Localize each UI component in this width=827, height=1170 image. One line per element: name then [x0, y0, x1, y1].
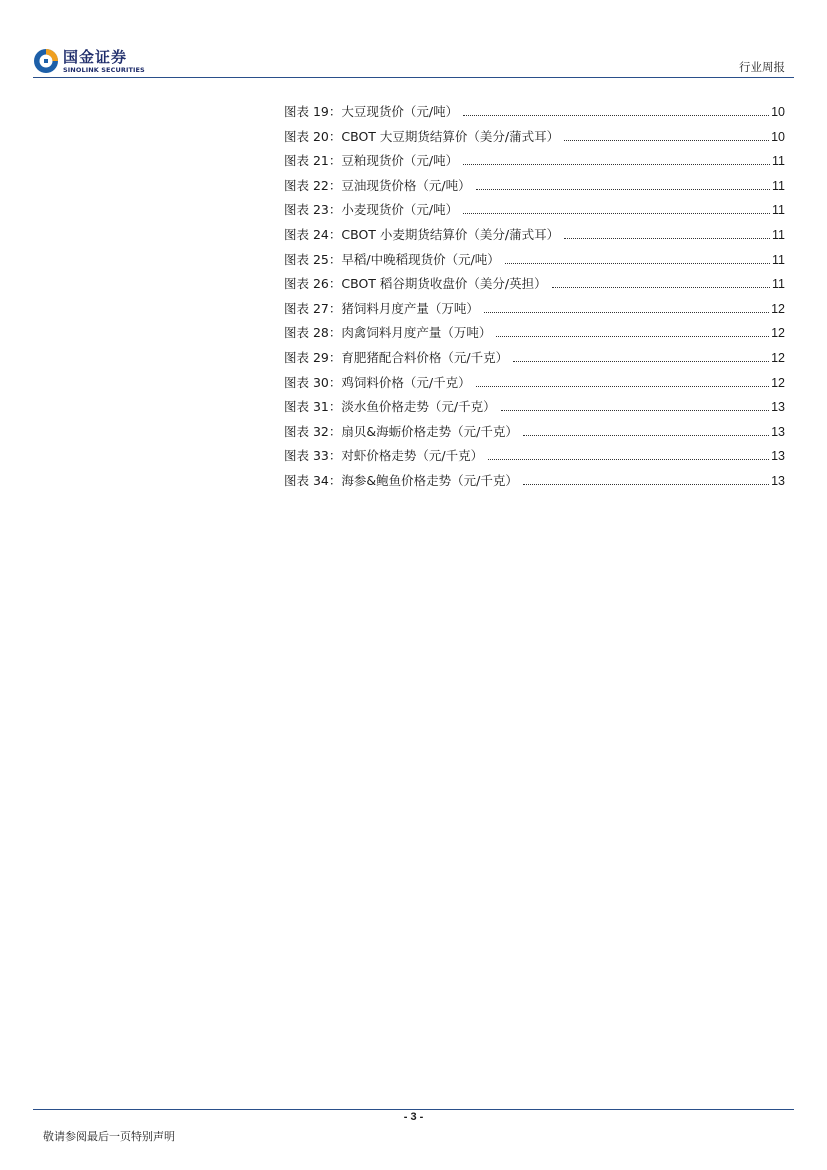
toc-leader-dots: [513, 360, 769, 362]
toc-entry-page: 13: [771, 424, 785, 439]
toc-entry-label: 图表 30：鸡饲料价格（元/千克）: [284, 374, 471, 390]
toc-entry-page: 12: [771, 350, 785, 365]
toc-entry[interactable]: [284, 297, 785, 322]
toc-entry-label: 图表 25：早稻/中晚稻现货价（元/吨）: [284, 251, 500, 267]
toc-entry-page: 12: [771, 301, 785, 316]
toc-leader-dots: [463, 114, 769, 116]
toc-entry[interactable]: [284, 346, 785, 371]
toc-leader-dots: [564, 139, 769, 141]
toc-entry[interactable]: [284, 223, 785, 248]
toc-entry-label: 图表 21：豆粕现货价（元/吨）: [284, 153, 459, 169]
toc-entry-page: 13: [771, 449, 785, 464]
toc-entry[interactable]: [284, 272, 785, 297]
toc-entry[interactable]: [284, 174, 785, 199]
report-type-label: 行业周报: [739, 60, 785, 74]
toc-entry[interactable]: [284, 248, 785, 273]
toc-entry-label: 图表 33：对虾价格走势（元/千克）: [284, 448, 484, 464]
toc-entry-page: 13: [771, 400, 785, 415]
toc-entry[interactable]: [284, 444, 785, 469]
toc-entry-label: 图表 29：育肥猪配合料价格（元/千克）: [284, 349, 509, 365]
logo-english-name: SINOLINK SECURITIES: [63, 66, 145, 74]
figure-list: [284, 100, 785, 494]
toc-leader-dots: [488, 458, 769, 460]
toc-entry[interactable]: [284, 321, 785, 346]
toc-entry-label: 图表 27：猪饲料月度产量（万吨）: [284, 300, 479, 316]
toc-entry-label: 图表 24：CBOT 小麦期货结算价（美分/蒲式耳）: [284, 226, 560, 242]
company-logo: [33, 47, 153, 77]
toc-entry[interactable]: [284, 371, 785, 396]
toc-entry[interactable]: [284, 125, 785, 150]
toc-entry-label: 图表 31：淡水鱼价格走势（元/千克）: [284, 399, 496, 415]
toc-leader-dots: [476, 188, 770, 190]
toc-entry-page: 11: [772, 252, 785, 267]
toc-leader-dots: [564, 237, 770, 239]
toc-entry-page: 11: [772, 227, 785, 242]
toc-entry[interactable]: [284, 420, 785, 445]
toc-entry-page: 11: [772, 154, 785, 169]
toc-leader-dots: [523, 483, 769, 485]
page-header: [0, 0, 827, 80]
toc-entry-page: 13: [771, 473, 785, 488]
toc-entry-page: 11: [772, 203, 785, 218]
toc-leader-dots: [523, 434, 769, 436]
header-divider: [33, 77, 794, 78]
toc-entry-page: 11: [772, 277, 785, 292]
toc-entry-label: 图表 23：小麦现货价（元/吨）: [284, 202, 459, 218]
toc-leader-dots: [501, 409, 770, 411]
toc-entry-page: 12: [771, 326, 785, 341]
page-number: - 3 -: [403, 1111, 424, 1123]
sinolink-logo-icon: [33, 48, 59, 74]
toc-entry-page: 12: [771, 375, 785, 390]
toc-leader-dots: [505, 262, 770, 264]
toc-entry-label: 图表 19：大豆现货价（元/吨）: [284, 104, 459, 119]
toc-entry[interactable]: [284, 149, 785, 174]
toc-entry[interactable]: [284, 198, 785, 223]
toc-entry-label: 图表 34：海参&鲍鱼价格走势（元/千克）: [284, 472, 518, 488]
toc-leader-dots: [484, 311, 769, 313]
toc-entry[interactable]: [284, 395, 785, 420]
toc-entry-label: 图表 22：豆油现货价格（元/吨）: [284, 177, 471, 193]
toc-entry-page: 10: [771, 129, 785, 144]
toc-leader-dots: [496, 335, 769, 337]
toc-leader-dots: [552, 286, 770, 288]
toc-entry-label: 图表 32：扇贝&海蛎价格走势（元/千克）: [284, 423, 518, 439]
toc-entry-page: 11: [772, 178, 785, 193]
toc-entry-page: 10: [771, 105, 785, 119]
toc-entry-label: 图表 20：CBOT 大豆期货结算价（美分/蒲式耳）: [284, 128, 560, 144]
toc-entry-label: 图表 26：CBOT 稻谷期货收盘价（美分/英担）: [284, 276, 547, 292]
footer-disclaimer: 敬请参阅最后一页特别声明: [43, 1130, 175, 1143]
footer-divider: [33, 1109, 794, 1110]
toc-leader-dots: [463, 212, 770, 214]
toc-entry[interactable]: [284, 469, 785, 494]
toc-leader-dots: [476, 385, 770, 387]
toc-entry-label: 图表 28：肉禽饲料月度产量（万吨）: [284, 325, 492, 341]
toc-entry[interactable]: [284, 100, 785, 125]
logo-chinese-name: 国金证券: [63, 48, 128, 66]
toc-leader-dots: [463, 163, 770, 165]
